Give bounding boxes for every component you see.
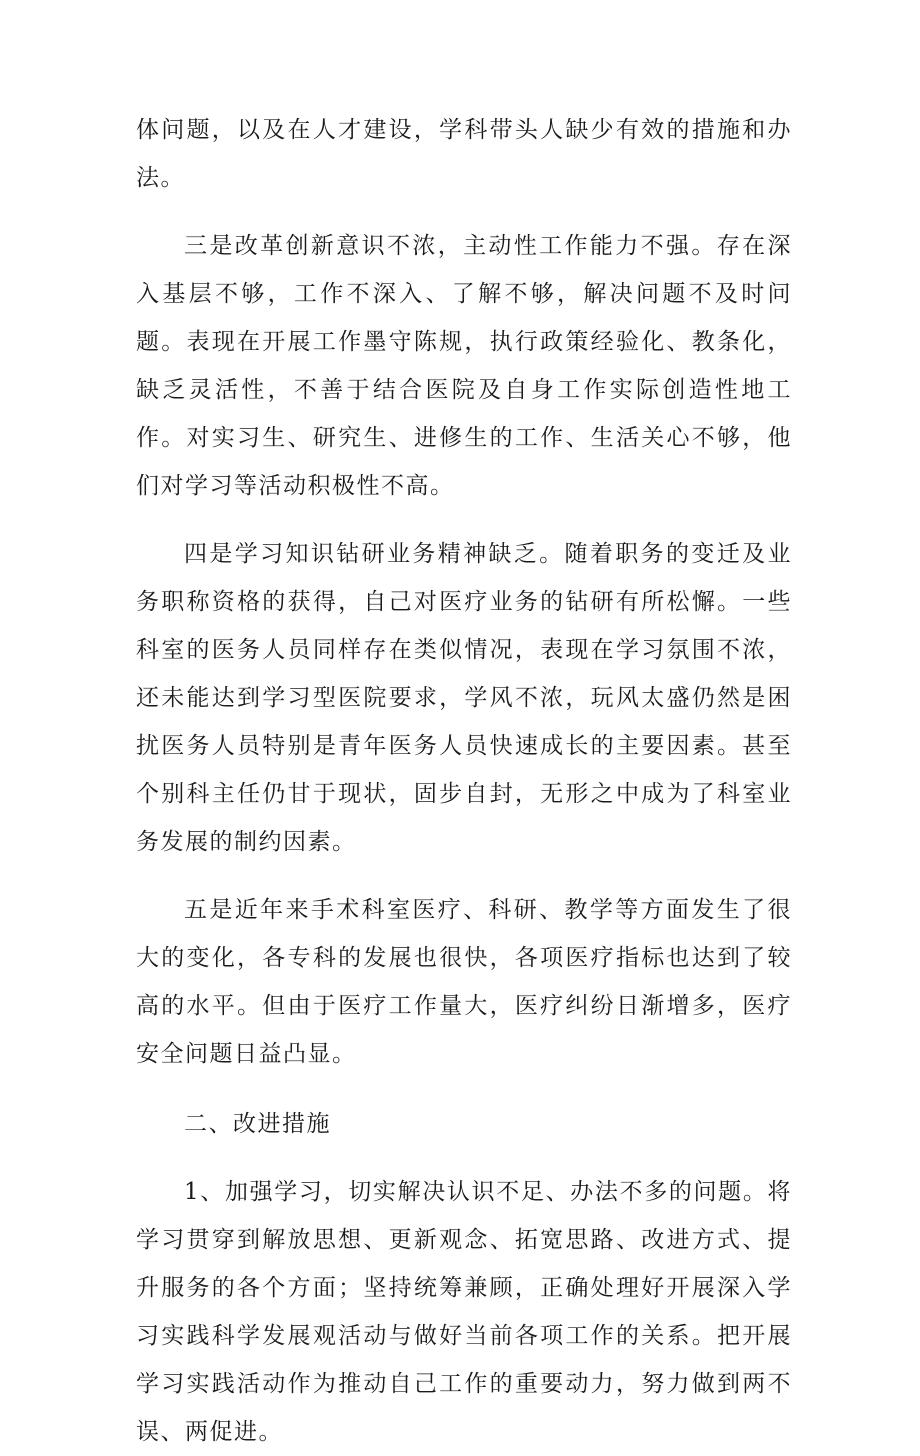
section-heading-improvement-measures: 二、改进措施 (184, 1111, 331, 1137)
paragraph-measure-one: 1、加强学习，切实解决认识不足、办法不多的问题。将学习贯穿到解放思想、更新观念、拓宽思路、改进方式、提升服务的各个方面；坚持统筹兼顾，正确处理好开展深入学习实践科学发展观活动与做好当前各项工作的关系。把开展学习实践活动作为推动自己工作的重要动力，努力做到两不误、两促进。 (136, 1179, 792, 1445)
paragraph-point-five: 五是近年来手术科室医疗、科研、教学等方面发生了很大的变化，各专科的发展也很快，各项医疗指标也达到了较高的水平。但由于医疗工作量大，医疗纠纷日渐增多，医疗安全问题日益凸显。 (136, 897, 792, 1067)
paragraph-point-three: 三是改革创新意识不浓，主动性工作能力不强。存在深入基层不够，工作不深入、了解不够，解决问题不及时问题。表现在开展工作墨守陈规，执行政策经验化、教条化，缺乏灵活性，不善于结合医院及自身工作实际创造性地工作。对实习生、研究生、进修生的工作、生活关心不够，他们对学习等活动积极性不高。 (136, 233, 792, 499)
paragraph-point-four: 四是学习知识钻研业务精神缺乏。随着职务的变迁及业务职称资格的获得，自己对医疗业务的钻研有所松懈。一些科室的医务人员同样存在类似情况，表现在学习氛围不浓，还未能达到学习型医院要求，学风不浓，玩风太盛仍然是困扰医务人员特别是青年医务人员快速成长的主要因素。甚至个别科主任仍甘于现状，固步自封，无形之中成为了科室业务发展的制约因素。 (136, 541, 792, 855)
paragraph-continued: 体问题，以及在人才建设，学科带头人缺少有效的措施和办法。 (136, 117, 792, 191)
document-body (136, 106, 792, 1456)
